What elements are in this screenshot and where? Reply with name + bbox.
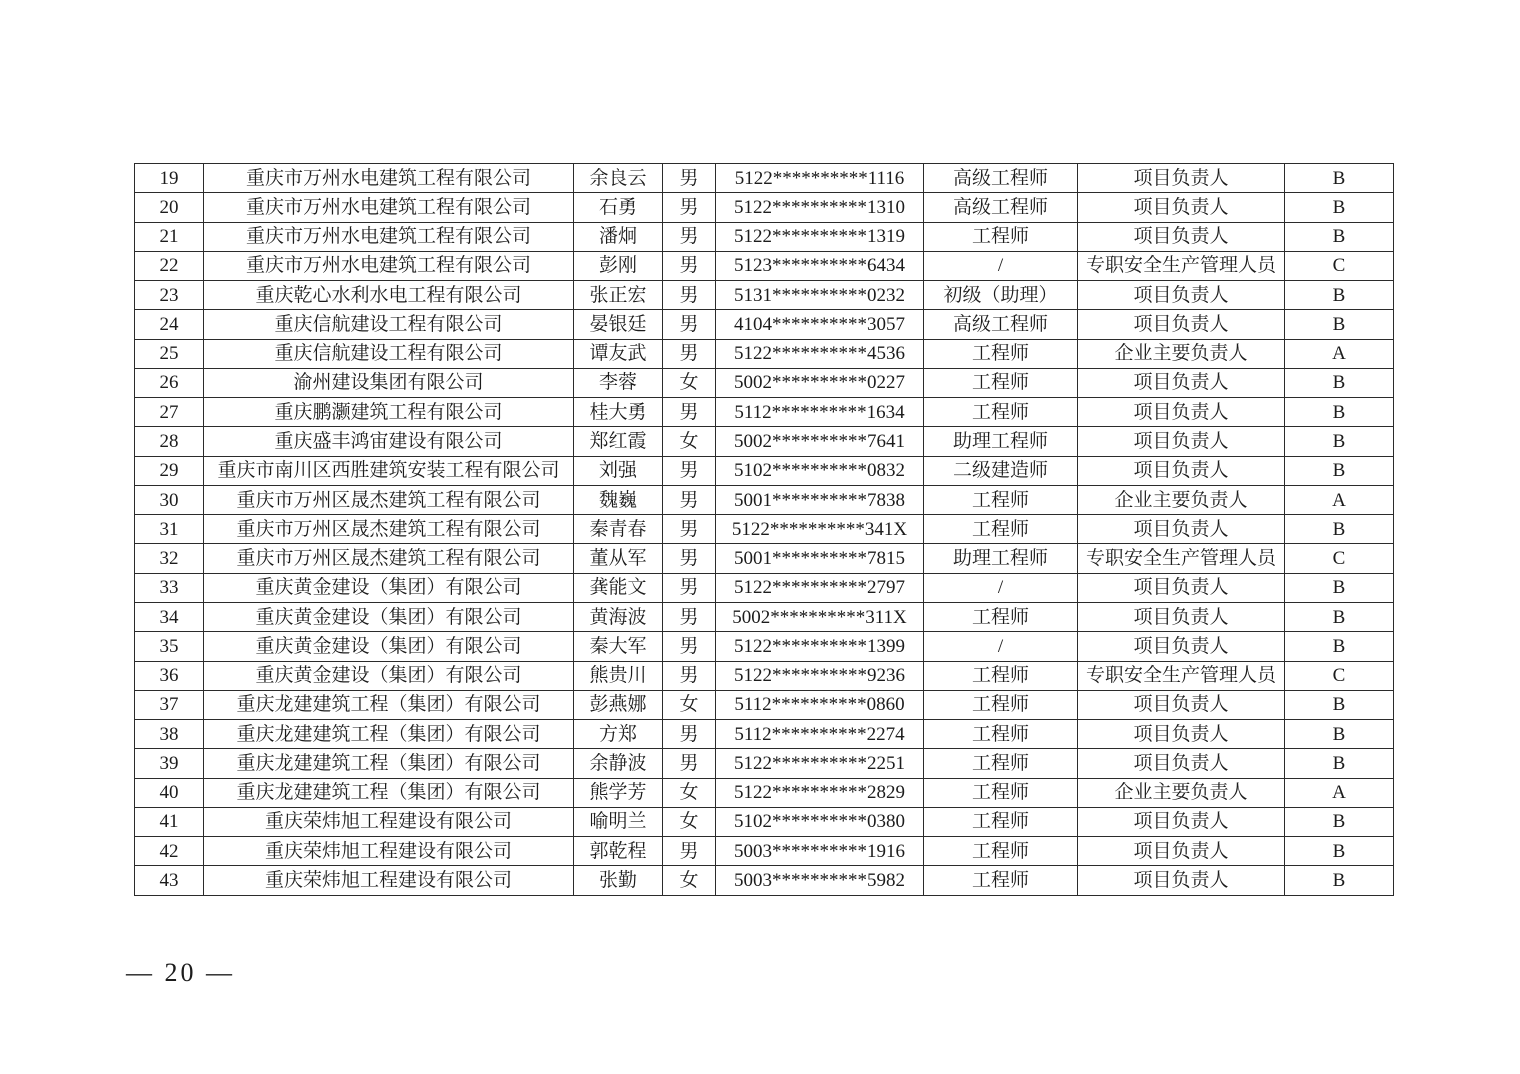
grade-cell: B (1285, 690, 1394, 719)
position-cell: 项目负责人 (1078, 720, 1285, 749)
gender-cell: 女 (663, 368, 716, 397)
job-title-cell: 工程师 (924, 778, 1078, 807)
company-name-cell: 重庆信航建设工程有限公司 (204, 339, 574, 368)
table-row (135, 485, 1394, 514)
gender-cell: 男 (663, 661, 716, 690)
id-number-cell: 5122**********2797 (716, 573, 924, 602)
grade-cell: B (1285, 720, 1394, 749)
row-number-cell: 29 (135, 456, 204, 485)
position-cell: 专职安全生产管理人员 (1078, 661, 1285, 690)
grade-cell: B (1285, 310, 1394, 339)
row-number-cell: 24 (135, 310, 204, 339)
row-number-cell: 36 (135, 661, 204, 690)
position-cell: 项目负责人 (1078, 310, 1285, 339)
company-name-cell: 重庆龙建建筑工程（集团）有限公司 (204, 778, 574, 807)
id-number-cell: 5122**********341X (716, 515, 924, 544)
person-name-cell: 熊学芳 (574, 778, 663, 807)
position-cell: 企业主要负责人 (1078, 778, 1285, 807)
person-name-cell: 李蓉 (574, 368, 663, 397)
company-name-cell: 重庆黄金建设（集团）有限公司 (204, 602, 574, 631)
company-name-cell: 重庆市万州区晟杰建筑工程有限公司 (204, 515, 574, 544)
table-row (135, 778, 1394, 807)
person-name-cell: 龚能文 (574, 573, 663, 602)
id-number-cell: 5122**********1310 (716, 193, 924, 222)
position-cell: 项目负责人 (1078, 632, 1285, 661)
person-name-cell: 谭友武 (574, 339, 663, 368)
id-number-cell: 5102**********0832 (716, 456, 924, 485)
row-number-cell: 35 (135, 632, 204, 661)
table-row (135, 573, 1394, 602)
company-name-cell: 重庆荣炜旭工程建设有限公司 (204, 837, 574, 866)
position-cell: 项目负责人 (1078, 456, 1285, 485)
grade-cell: B (1285, 866, 1394, 895)
grade-cell: B (1285, 456, 1394, 485)
job-title-cell: 工程师 (924, 866, 1078, 895)
table-row (135, 281, 1394, 310)
gender-cell: 男 (663, 251, 716, 280)
job-title-cell: 助理工程师 (924, 427, 1078, 456)
table-row (135, 866, 1394, 895)
row-number-cell: 26 (135, 368, 204, 397)
company-name-cell: 重庆黄金建设（集团）有限公司 (204, 661, 574, 690)
grade-cell: B (1285, 837, 1394, 866)
person-name-cell: 董从军 (574, 544, 663, 573)
row-number-cell: 37 (135, 690, 204, 719)
page-number: — 20 — (126, 958, 235, 987)
roster-table-body (135, 164, 1394, 896)
position-cell: 项目负责人 (1078, 222, 1285, 251)
id-number-cell: 5123**********6434 (716, 251, 924, 280)
grade-cell: A (1285, 485, 1394, 514)
id-number-cell: 5122**********1116 (716, 164, 924, 193)
company-name-cell: 重庆鹏灏建筑工程有限公司 (204, 398, 574, 427)
company-name-cell: 重庆市万州水电建筑工程有限公司 (204, 222, 574, 251)
row-number-cell: 41 (135, 807, 204, 836)
gender-cell: 女 (663, 866, 716, 895)
grade-cell: B (1285, 164, 1394, 193)
row-number-cell: 31 (135, 515, 204, 544)
grade-cell: B (1285, 602, 1394, 631)
position-cell: 项目负责人 (1078, 749, 1285, 778)
company-name-cell: 重庆市南川区西胜建筑安装工程有限公司 (204, 456, 574, 485)
gender-cell: 男 (663, 164, 716, 193)
table-row (135, 690, 1394, 719)
gender-cell: 男 (663, 749, 716, 778)
row-number-cell: 33 (135, 573, 204, 602)
table-row (135, 456, 1394, 485)
id-number-cell: 5122**********4536 (716, 339, 924, 368)
row-number-cell: 20 (135, 193, 204, 222)
job-title-cell: 工程师 (924, 807, 1078, 836)
company-name-cell: 重庆黄金建设（集团）有限公司 (204, 573, 574, 602)
table-row (135, 837, 1394, 866)
gender-cell: 男 (663, 281, 716, 310)
id-number-cell: 5003**********5982 (716, 866, 924, 895)
row-number-cell: 38 (135, 720, 204, 749)
person-name-cell: 余良云 (574, 164, 663, 193)
grade-cell: C (1285, 251, 1394, 280)
row-number-cell: 42 (135, 837, 204, 866)
company-name-cell: 重庆乾心水利水电工程有限公司 (204, 281, 574, 310)
position-cell: 项目负责人 (1078, 398, 1285, 427)
row-number-cell: 40 (135, 778, 204, 807)
job-title-cell: 工程师 (924, 661, 1078, 690)
gender-cell: 女 (663, 690, 716, 719)
person-name-cell: 石勇 (574, 193, 663, 222)
gender-cell: 男 (663, 222, 716, 251)
grade-cell: B (1285, 515, 1394, 544)
job-title-cell: / (924, 573, 1078, 602)
gender-cell: 男 (663, 515, 716, 544)
job-title-cell: 工程师 (924, 690, 1078, 719)
job-title-cell: 高级工程师 (924, 164, 1078, 193)
grade-cell: B (1285, 632, 1394, 661)
row-number-cell: 19 (135, 164, 204, 193)
person-name-cell: 张正宏 (574, 281, 663, 310)
company-name-cell: 重庆龙建建筑工程（集团）有限公司 (204, 749, 574, 778)
person-name-cell: 黄海波 (574, 602, 663, 631)
gender-cell: 女 (663, 807, 716, 836)
gender-cell: 男 (663, 573, 716, 602)
company-name-cell: 重庆龙建建筑工程（集团）有限公司 (204, 690, 574, 719)
id-number-cell: 5001**********7815 (716, 544, 924, 573)
company-name-cell: 重庆市万州区晟杰建筑工程有限公司 (204, 485, 574, 514)
company-name-cell: 重庆龙建建筑工程（集团）有限公司 (204, 720, 574, 749)
position-cell: 项目负责人 (1078, 807, 1285, 836)
job-title-cell: 工程师 (924, 515, 1078, 544)
row-number-cell: 25 (135, 339, 204, 368)
person-name-cell: 张勤 (574, 866, 663, 895)
position-cell: 项目负责人 (1078, 573, 1285, 602)
company-name-cell: 重庆信航建设工程有限公司 (204, 310, 574, 339)
gender-cell: 男 (663, 339, 716, 368)
id-number-cell: 5001**********7838 (716, 485, 924, 514)
company-name-cell: 重庆市万州水电建筑工程有限公司 (204, 193, 574, 222)
position-cell: 项目负责人 (1078, 427, 1285, 456)
gender-cell: 男 (663, 310, 716, 339)
job-title-cell: 高级工程师 (924, 193, 1078, 222)
job-title-cell: 工程师 (924, 720, 1078, 749)
id-number-cell: 5122**********9236 (716, 661, 924, 690)
position-cell: 项目负责人 (1078, 690, 1285, 719)
id-number-cell: 5003**********1916 (716, 837, 924, 866)
person-name-cell: 秦大军 (574, 632, 663, 661)
id-number-cell: 5122**********2829 (716, 778, 924, 807)
job-title-cell: 工程师 (924, 749, 1078, 778)
person-name-cell: 喻明兰 (574, 807, 663, 836)
position-cell: 项目负责人 (1078, 164, 1285, 193)
person-name-cell: 潘炯 (574, 222, 663, 251)
table-row (135, 368, 1394, 397)
grade-cell: B (1285, 573, 1394, 602)
position-cell: 企业主要负责人 (1078, 485, 1285, 514)
person-name-cell: 秦青春 (574, 515, 663, 544)
table-row (135, 544, 1394, 573)
gender-cell: 男 (663, 632, 716, 661)
company-name-cell: 渝州建设集团有限公司 (204, 368, 574, 397)
position-cell: 项目负责人 (1078, 866, 1285, 895)
grade-cell: B (1285, 368, 1394, 397)
grade-cell: C (1285, 661, 1394, 690)
job-title-cell: 初级（助理） (924, 281, 1078, 310)
gender-cell: 男 (663, 485, 716, 514)
id-number-cell: 5122**********2251 (716, 749, 924, 778)
id-number-cell: 5102**********0380 (716, 807, 924, 836)
table-row (135, 310, 1394, 339)
row-number-cell: 28 (135, 427, 204, 456)
grade-cell: B (1285, 281, 1394, 310)
position-cell: 项目负责人 (1078, 368, 1285, 397)
id-number-cell: 4104**********3057 (716, 310, 924, 339)
job-title-cell: / (924, 251, 1078, 280)
company-name-cell: 重庆市万州区晟杰建筑工程有限公司 (204, 544, 574, 573)
job-title-cell: 高级工程师 (924, 310, 1078, 339)
id-number-cell: 5131**********0232 (716, 281, 924, 310)
position-cell: 项目负责人 (1078, 193, 1285, 222)
person-name-cell: 魏巍 (574, 485, 663, 514)
person-name-cell: 桂大勇 (574, 398, 663, 427)
grade-cell: A (1285, 339, 1394, 368)
row-number-cell: 32 (135, 544, 204, 573)
person-name-cell: 熊贵川 (574, 661, 663, 690)
gender-cell: 女 (663, 427, 716, 456)
table-row (135, 807, 1394, 836)
grade-cell: B (1285, 807, 1394, 836)
table-row (135, 602, 1394, 631)
job-title-cell: 工程师 (924, 485, 1078, 514)
job-title-cell: 工程师 (924, 602, 1078, 631)
position-cell: 项目负责人 (1078, 602, 1285, 631)
company-name-cell: 重庆黄金建设（集团）有限公司 (204, 632, 574, 661)
table-row (135, 749, 1394, 778)
gender-cell: 男 (663, 456, 716, 485)
grade-cell: B (1285, 193, 1394, 222)
position-cell: 企业主要负责人 (1078, 339, 1285, 368)
grade-cell: B (1285, 427, 1394, 456)
job-title-cell: 工程师 (924, 368, 1078, 397)
grade-cell: B (1285, 222, 1394, 251)
job-title-cell: 助理工程师 (924, 544, 1078, 573)
gender-cell: 男 (663, 193, 716, 222)
table-row (135, 222, 1394, 251)
position-cell: 项目负责人 (1078, 515, 1285, 544)
table-row (135, 251, 1394, 280)
person-name-cell: 晏银廷 (574, 310, 663, 339)
row-number-cell: 21 (135, 222, 204, 251)
person-name-cell: 郑红霞 (574, 427, 663, 456)
position-cell: 专职安全生产管理人员 (1078, 544, 1285, 573)
table-row (135, 398, 1394, 427)
grade-cell: B (1285, 398, 1394, 427)
gender-cell: 男 (663, 602, 716, 631)
table-row (135, 632, 1394, 661)
table-row (135, 661, 1394, 690)
position-cell: 项目负责人 (1078, 837, 1285, 866)
id-number-cell: 5002**********311X (716, 602, 924, 631)
id-number-cell: 5002**********0227 (716, 368, 924, 397)
company-name-cell: 重庆市万州水电建筑工程有限公司 (204, 164, 574, 193)
id-number-cell: 5122**********1399 (716, 632, 924, 661)
gender-cell: 女 (663, 778, 716, 807)
id-number-cell: 5112**********0860 (716, 690, 924, 719)
company-name-cell: 重庆荣炜旭工程建设有限公司 (204, 807, 574, 836)
grade-cell: C (1285, 544, 1394, 573)
row-number-cell: 34 (135, 602, 204, 631)
table-row (135, 515, 1394, 544)
id-number-cell: 5122**********1319 (716, 222, 924, 251)
company-name-cell: 重庆盛丰鸿宙建设有限公司 (204, 427, 574, 456)
job-title-cell: 工程师 (924, 222, 1078, 251)
table-row (135, 720, 1394, 749)
personnel-roster-table (134, 163, 1394, 896)
job-title-cell: 二级建造师 (924, 456, 1078, 485)
person-name-cell: 彭燕娜 (574, 690, 663, 719)
table-row (135, 193, 1394, 222)
person-name-cell: 余静波 (574, 749, 663, 778)
row-number-cell: 22 (135, 251, 204, 280)
table-row (135, 339, 1394, 368)
row-number-cell: 39 (135, 749, 204, 778)
company-name-cell: 重庆荣炜旭工程建设有限公司 (204, 866, 574, 895)
row-number-cell: 23 (135, 281, 204, 310)
id-number-cell: 5112**********2274 (716, 720, 924, 749)
job-title-cell: 工程师 (924, 339, 1078, 368)
row-number-cell: 30 (135, 485, 204, 514)
company-name-cell: 重庆市万州水电建筑工程有限公司 (204, 251, 574, 280)
id-number-cell: 5112**********1634 (716, 398, 924, 427)
gender-cell: 男 (663, 837, 716, 866)
id-number-cell: 5002**********7641 (716, 427, 924, 456)
person-name-cell: 刘强 (574, 456, 663, 485)
table-row (135, 427, 1394, 456)
gender-cell: 男 (663, 398, 716, 427)
person-name-cell: 彭刚 (574, 251, 663, 280)
job-title-cell: 工程师 (924, 398, 1078, 427)
table-row (135, 164, 1394, 193)
gender-cell: 男 (663, 720, 716, 749)
position-cell: 项目负责人 (1078, 281, 1285, 310)
grade-cell: B (1285, 749, 1394, 778)
grade-cell: A (1285, 778, 1394, 807)
row-number-cell: 43 (135, 866, 204, 895)
gender-cell: 男 (663, 544, 716, 573)
job-title-cell: 工程师 (924, 837, 1078, 866)
row-number-cell: 27 (135, 398, 204, 427)
job-title-cell: / (924, 632, 1078, 661)
person-name-cell: 方郑 (574, 720, 663, 749)
person-name-cell: 郭乾程 (574, 837, 663, 866)
position-cell: 专职安全生产管理人员 (1078, 251, 1285, 280)
